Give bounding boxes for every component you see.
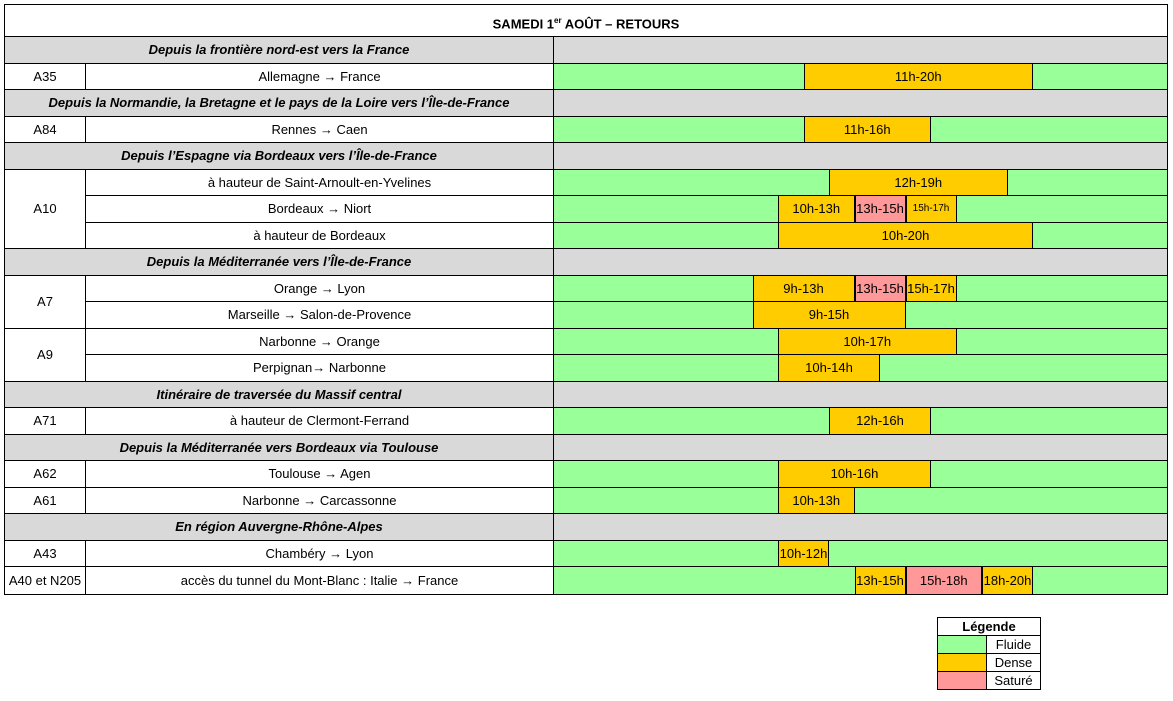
route-label: Bordeaux → Niort [85, 196, 554, 222]
section-row [5, 249, 1167, 276]
route-row [5, 170, 1167, 197]
road-code: A7 [5, 276, 85, 329]
timeline-bar [554, 329, 1167, 355]
road-code: A84 [5, 117, 85, 144]
timeline-bar [554, 408, 1167, 434]
route-label: Rennes → Caen [85, 117, 554, 143]
traffic-segment-dense: 13h-15h [855, 567, 906, 594]
route-row [5, 355, 1167, 382]
route-row [5, 196, 1167, 223]
traffic-segment-dense: 12h-19h [829, 170, 1008, 196]
traffic-segment-dense: 11h-16h [804, 117, 932, 143]
legend-swatch [938, 654, 987, 671]
traffic-segment-sature: 13h-15h [855, 196, 906, 222]
route-row [5, 541, 1167, 568]
traffic-segment-dense: 10h-17h [778, 329, 957, 355]
legend-item-dense [938, 654, 1040, 672]
route-label: à hauteur de Clermont-Ferrand [85, 408, 554, 434]
route-label: Orange → Lyon [85, 276, 554, 302]
table-body [5, 37, 1167, 594]
route-label: Marseille → Salon-de-Provence [85, 302, 554, 328]
timeline-bar [554, 302, 1167, 328]
section-row [5, 435, 1167, 462]
traffic-segment-dense: 10h-12h [778, 541, 829, 567]
route-row [5, 302, 1167, 329]
traffic-segment-dense: 11h-20h [804, 64, 1034, 90]
legend-title: Légende [938, 618, 1040, 636]
road-code: A9 [5, 329, 85, 382]
road-code: A71 [5, 408, 85, 435]
traffic-segment-dense: 9h-15h [753, 302, 906, 328]
traffic-segment-dense: 18h-20h [982, 567, 1033, 594]
route-label: accès du tunnel du Mont-Blanc : Italie → France [85, 567, 554, 594]
section-row [5, 90, 1167, 117]
traffic-segment-dense: 10h-14h [778, 355, 880, 381]
timeline-bar [554, 276, 1167, 302]
route-row [5, 64, 1167, 91]
route-row [5, 488, 1167, 515]
route-row [5, 276, 1167, 303]
timeline-bar [554, 223, 1167, 249]
traffic-segment-dense: 10h-13h [778, 488, 855, 514]
timeline-bar [554, 567, 1167, 594]
road-code: A61 [5, 488, 85, 515]
route-label: Perpignan→ Narbonne [85, 355, 554, 381]
route-label: Narbonne → Orange [85, 329, 554, 355]
legend-label: Saturé [994, 673, 1033, 688]
route-row [5, 223, 1167, 250]
traffic-segment-dense: 10h-20h [778, 223, 1033, 249]
route-label: Narbonne → Carcassonne [85, 488, 554, 514]
section-label: Depuis l’Espagne via Bordeaux vers l’Île-de-France [5, 143, 554, 169]
timeline-bar [554, 541, 1167, 567]
traffic-forecast-table [4, 4, 1168, 595]
timeline-bar [554, 117, 1167, 143]
timeline-bar [554, 488, 1167, 514]
traffic-segment-dense: 10h-13h [778, 196, 855, 222]
route-label: à hauteur de Saint-Arnoult-en-Yvelines [85, 170, 554, 196]
table-title: SAMEDI 1er AOÛT – RETOURS [5, 5, 1167, 37]
legend [937, 617, 1041, 690]
traffic-segment-dense: 9h-13h [753, 276, 855, 302]
route-label: Toulouse → Agen [85, 461, 554, 487]
road-code: A35 [5, 64, 85, 91]
traffic-segment-dense: 12h-16h [829, 408, 931, 434]
legend-item-sature [938, 672, 1040, 689]
route-row [5, 329, 1167, 356]
traffic-segment-dense: 15h-17h [906, 276, 957, 302]
route-label: à hauteur de Bordeaux [85, 223, 554, 249]
route-row [5, 117, 1167, 144]
route-row [5, 408, 1167, 435]
section-label: Depuis la Normandie, la Bretagne et le pays de la Loire vers l’Île-de-France [5, 90, 554, 116]
route-row [5, 461, 1167, 488]
legend-label: Dense [994, 655, 1033, 670]
section-label: Depuis la Méditerranée vers Bordeaux via Toulouse [5, 435, 554, 461]
route-row [5, 567, 1167, 594]
road-code: A62 [5, 461, 85, 488]
section-row [5, 382, 1167, 409]
road-code: A40 et N205 [5, 567, 85, 594]
section-label: En région Auvergne-Rhône-Alpes [5, 514, 554, 540]
section-label: Depuis la Méditerranée vers l’Île-de-France [5, 249, 554, 275]
timeline-bar [554, 355, 1167, 381]
timeline-bar [554, 461, 1167, 487]
section-row [5, 37, 1167, 64]
road-code: A10 [5, 170, 85, 250]
section-label: Itinéraire de traversée du Massif central [5, 382, 554, 408]
route-label: Allemagne → France [85, 64, 554, 90]
traffic-segment-sature: 15h-18h [906, 567, 983, 594]
legend-label: Fluide [995, 637, 1032, 652]
section-row [5, 143, 1167, 170]
section-row [5, 514, 1167, 541]
traffic-segment-dense: 15h-17h [906, 196, 957, 222]
road-code: A43 [5, 541, 85, 568]
timeline-bar [554, 64, 1167, 90]
section-label: Depuis la frontière nord-est vers la France [5, 37, 554, 63]
traffic-segment-dense: 10h-16h [778, 461, 931, 487]
route-label: Chambéry → Lyon [85, 541, 554, 567]
legend-item-fluide [938, 636, 1040, 654]
timeline-bar [554, 170, 1167, 196]
timeline-bar [554, 196, 1167, 222]
legend-swatch [938, 636, 987, 653]
traffic-segment-sature: 13h-15h [855, 276, 906, 302]
legend-swatch [938, 672, 987, 689]
